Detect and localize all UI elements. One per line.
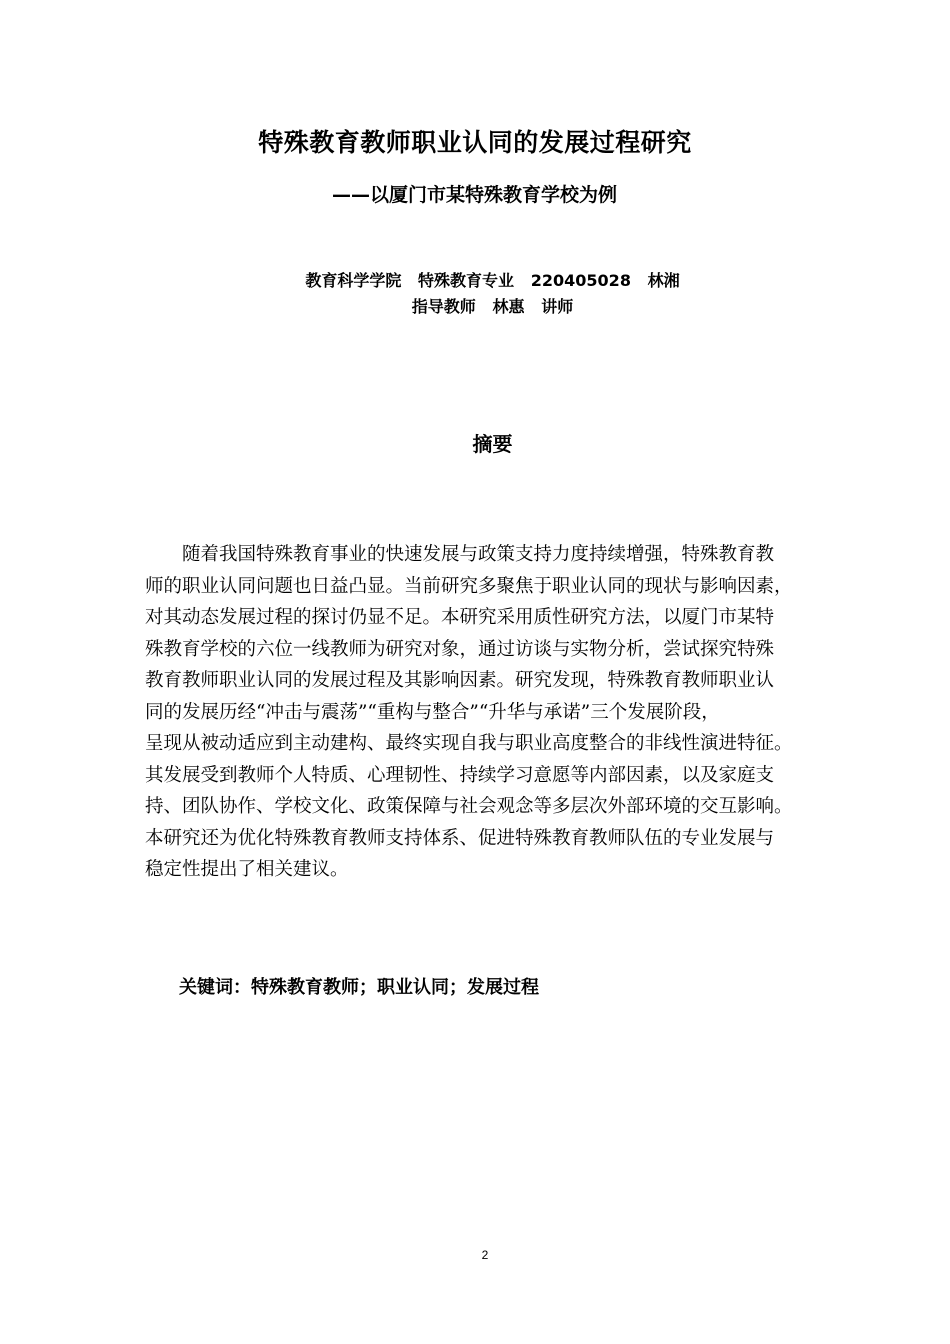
- page-number: 2: [481, 1248, 489, 1262]
- abstract-line: 呈现从被动适应到主动建构、最终实现自我与职业高度整合的非线性演进特征。: [145, 733, 793, 754]
- abstract-line: 本研究还为优化特殊教育教师支持体系、促进特殊教育教师队伍的专业发展与: [145, 827, 775, 849]
- abstract-line: 同的发展历经“冲击与震荡”“重构与整合”“升华与承诺”三个发展阶段，: [145, 701, 720, 723]
- paper-subtitle: ——以厦门市某特殊教育学校为例: [332, 184, 618, 206]
- abstract-line: 持、团队协作、学校文化、政策保障与社会观念等多层次外部环境的交互影响。: [145, 796, 793, 817]
- abstract-line: 稳定性提出了相关建议。: [145, 859, 349, 880]
- abstract-line: 对其动态发展过程的探讨仍显不足。本研究采用质性研究方法，以厦门市某特: [145, 607, 775, 628]
- abstract-line: 师的职业认同问题也日益凸显。当前研究多聚焦于职业认同的现状与影响因素，: [145, 575, 793, 597]
- advisor-info: 指导教师 林惠 讲师: [411, 297, 574, 316]
- abstract-line: 其发展受到教师个人特质、心理韧性、持续学习意愿等内部因素，以及家庭支: [145, 764, 775, 786]
- abstract-heading: 摘要: [472, 432, 513, 456]
- abstract-line: 教育教师职业认同的发展过程及其影响因素。研究发现，特殊教育教师职业认: [145, 670, 775, 691]
- author-info: 教育科学学院 特殊教育专业 220405028 林湘: [305, 271, 680, 290]
- abstract-body: [145, 539, 817, 886]
- abstract-line: 随着我国特殊教育事业的快速发展与政策支持力度持续增强，特殊教育教: [145, 544, 775, 565]
- paper-title: 特殊教育教师职业认同的发展过程研究: [258, 128, 692, 157]
- keywords: 关键词：特殊教育教师；职业认同；发展过程: [179, 977, 539, 998]
- abstract-line: 殊教育学校的六位一线教师为研究对象，通过访谈与实物分析，尝试探究特殊: [145, 638, 775, 660]
